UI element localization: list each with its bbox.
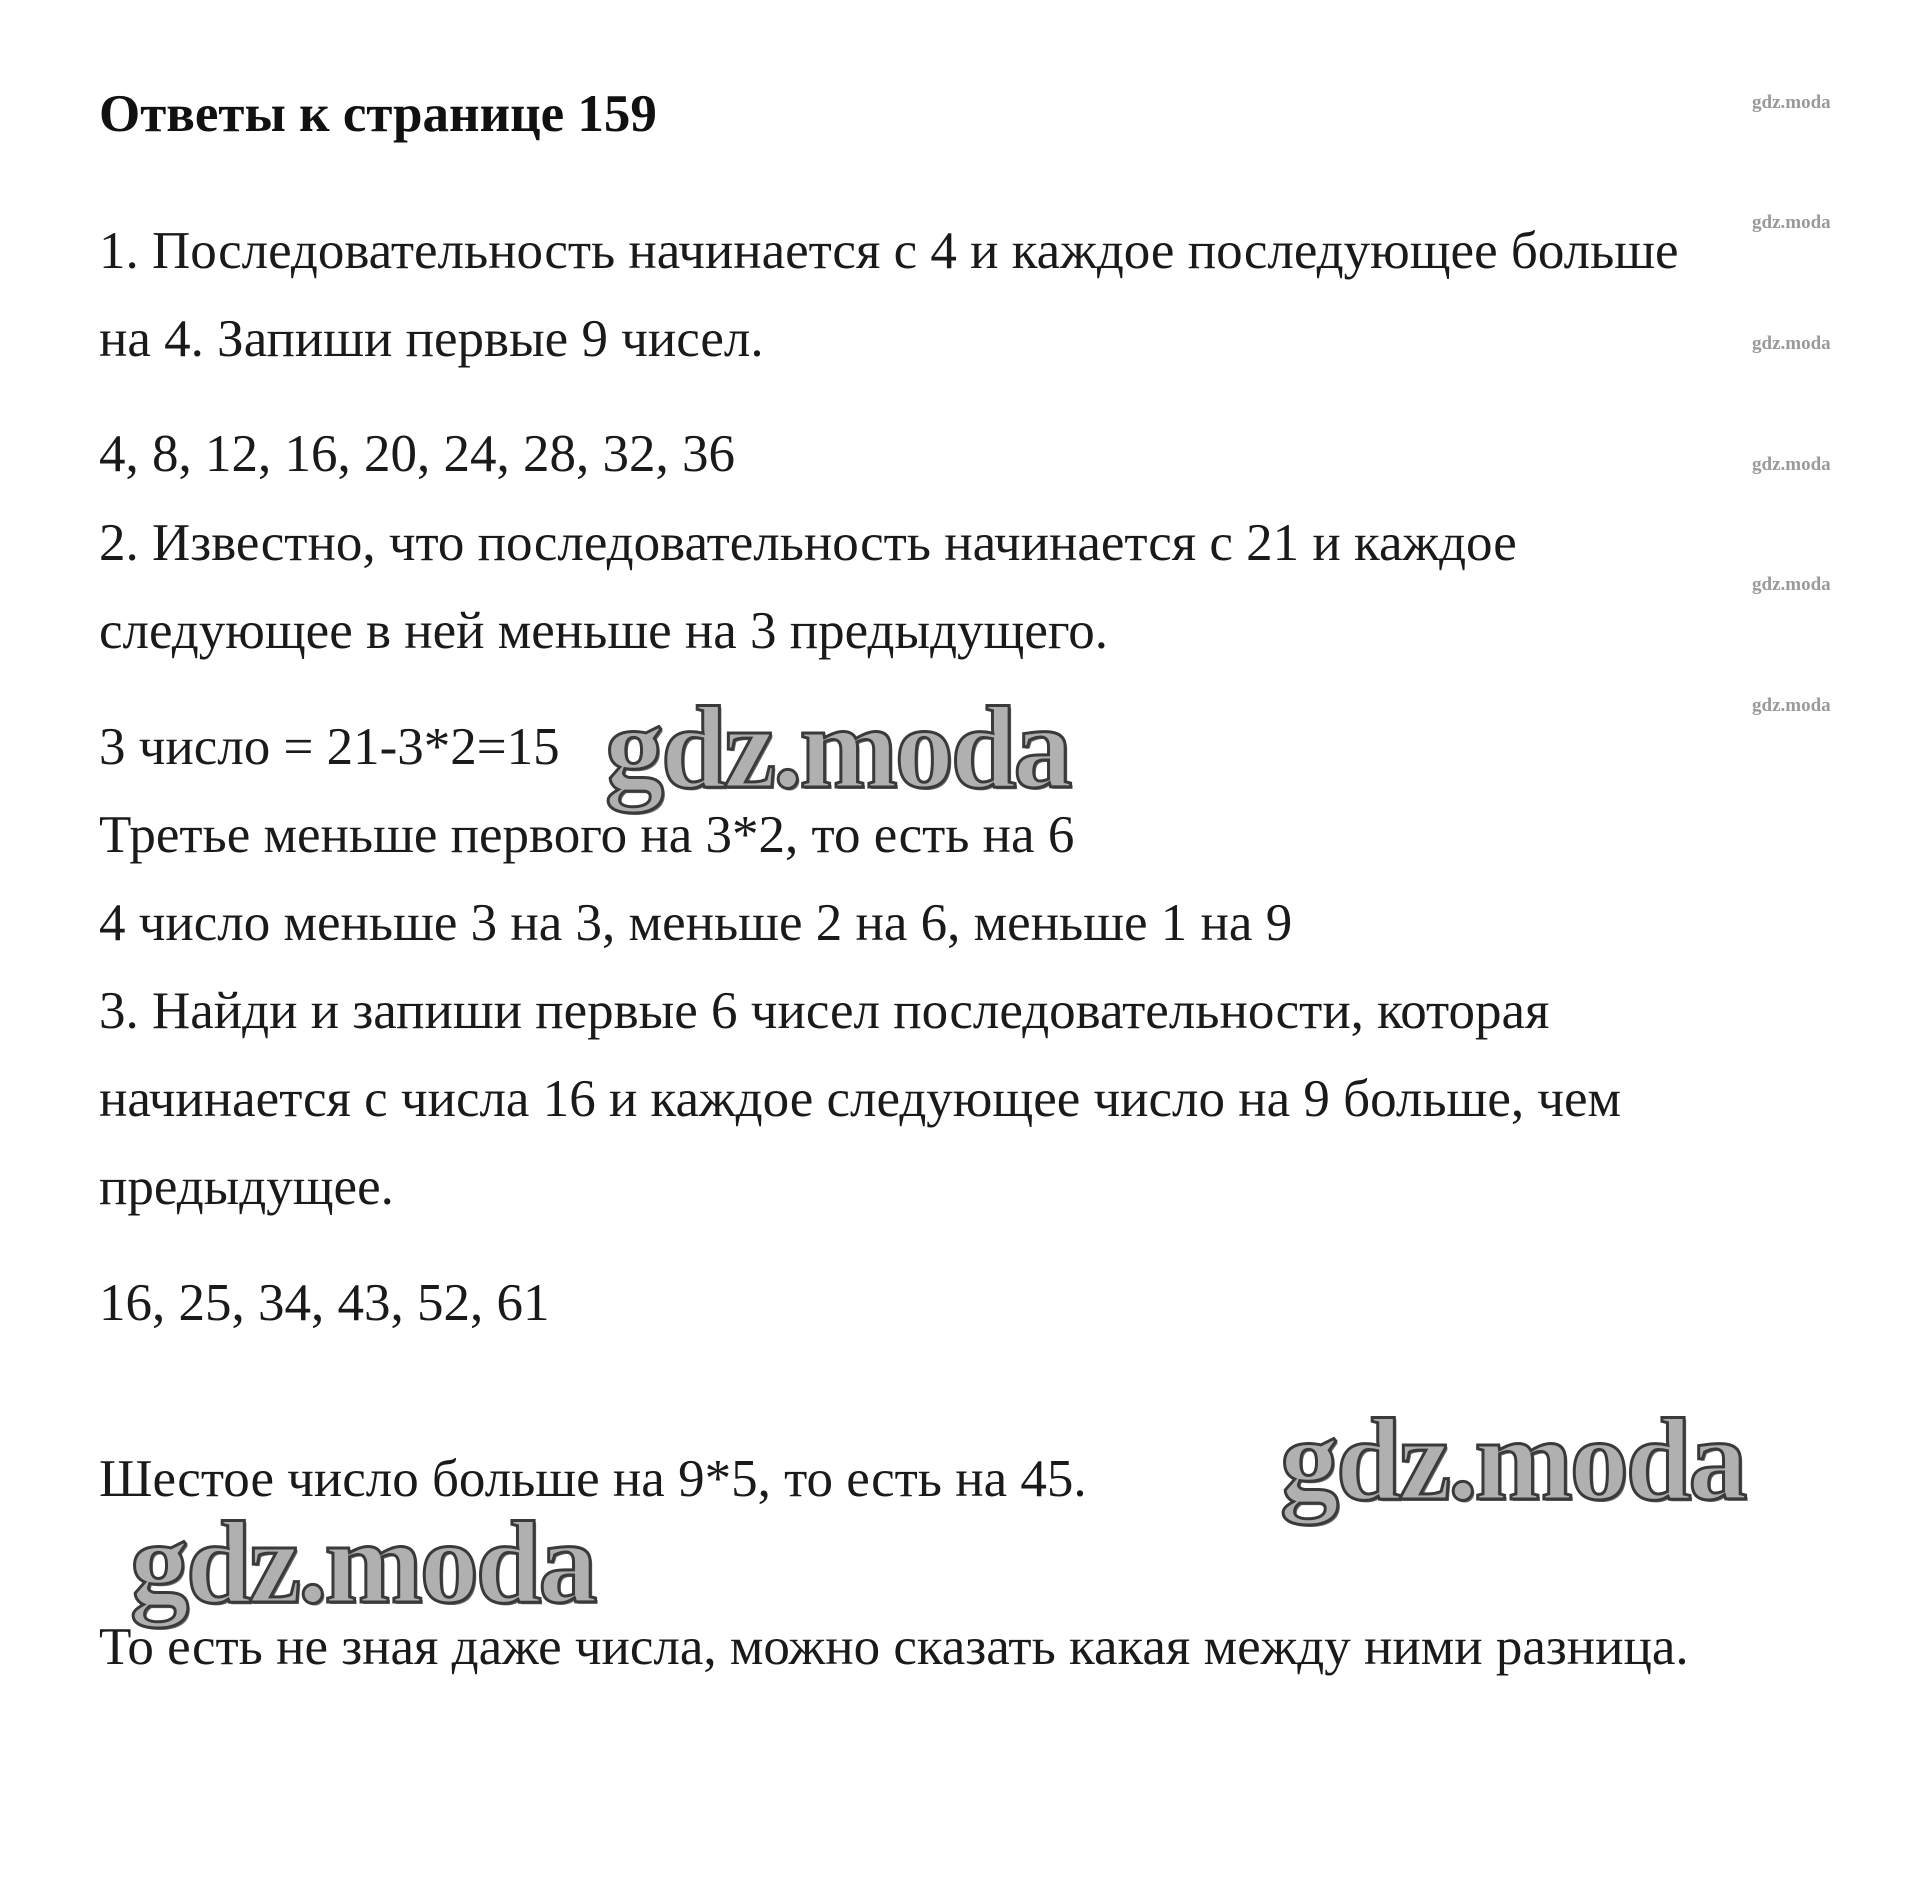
watermark-large: gdz.moda	[1280, 1394, 1745, 1525]
task1-text-line1: 1. Последовательность начинается с 4 и каждое последующее больше	[99, 222, 1679, 280]
page-title: Ответы к странице 159	[99, 85, 657, 143]
task3-text-line2: начинается с числа 16 и каждое следующее число на 9 больше, чем	[99, 1070, 1622, 1128]
task3-text-line1: 3. Найди и запиши первые 6 чисел последовательности, которая	[99, 982, 1550, 1040]
task3-conclusion: То есть не зная даже числа, можно сказать какая между ними разница.	[99, 1618, 1689, 1676]
task3-text-line3: предыдущее.	[99, 1158, 394, 1216]
task2-text-line2: следующее в ней меньше на 3 предыдущего.	[99, 602, 1109, 660]
watermark-small: gdz.moda	[1752, 454, 1831, 475]
task1-answer: 4, 8, 12, 16, 20, 24, 28, 32, 36	[99, 425, 735, 483]
watermark-small: gdz.moda	[1752, 333, 1831, 354]
watermark-small: gdz.moda	[1752, 574, 1831, 595]
watermark-small: gdz.moda	[1752, 212, 1831, 233]
task2-text-line1: 2. Известно, что последовательность начинается с 21 и каждое	[99, 514, 1517, 572]
task1-text-line2: на 4. Запиши первые 9 чисел.	[99, 310, 764, 368]
watermark-small: gdz.moda	[1752, 92, 1831, 113]
task2-solution-line3: 4 число меньше 3 на 3, меньше 2 на 6, меньше 1 на 9	[99, 894, 1293, 952]
watermark-small: gdz.moda	[1752, 695, 1831, 716]
watermark-large: gdz.moda	[130, 1497, 595, 1628]
task2-solution-line2: Третье меньше первого на 3*2, то есть на 6	[99, 806, 1075, 864]
task3-answer: 16, 25, 34, 43, 52, 61	[99, 1274, 550, 1332]
task2-solution-line1: 3 число = 21-3*2=15	[99, 718, 560, 776]
task3-solution-line1: Шестое число больше на 9*5, то есть на 45.	[99, 1450, 1087, 1508]
watermark-large: gdz.moda	[605, 682, 1070, 813]
